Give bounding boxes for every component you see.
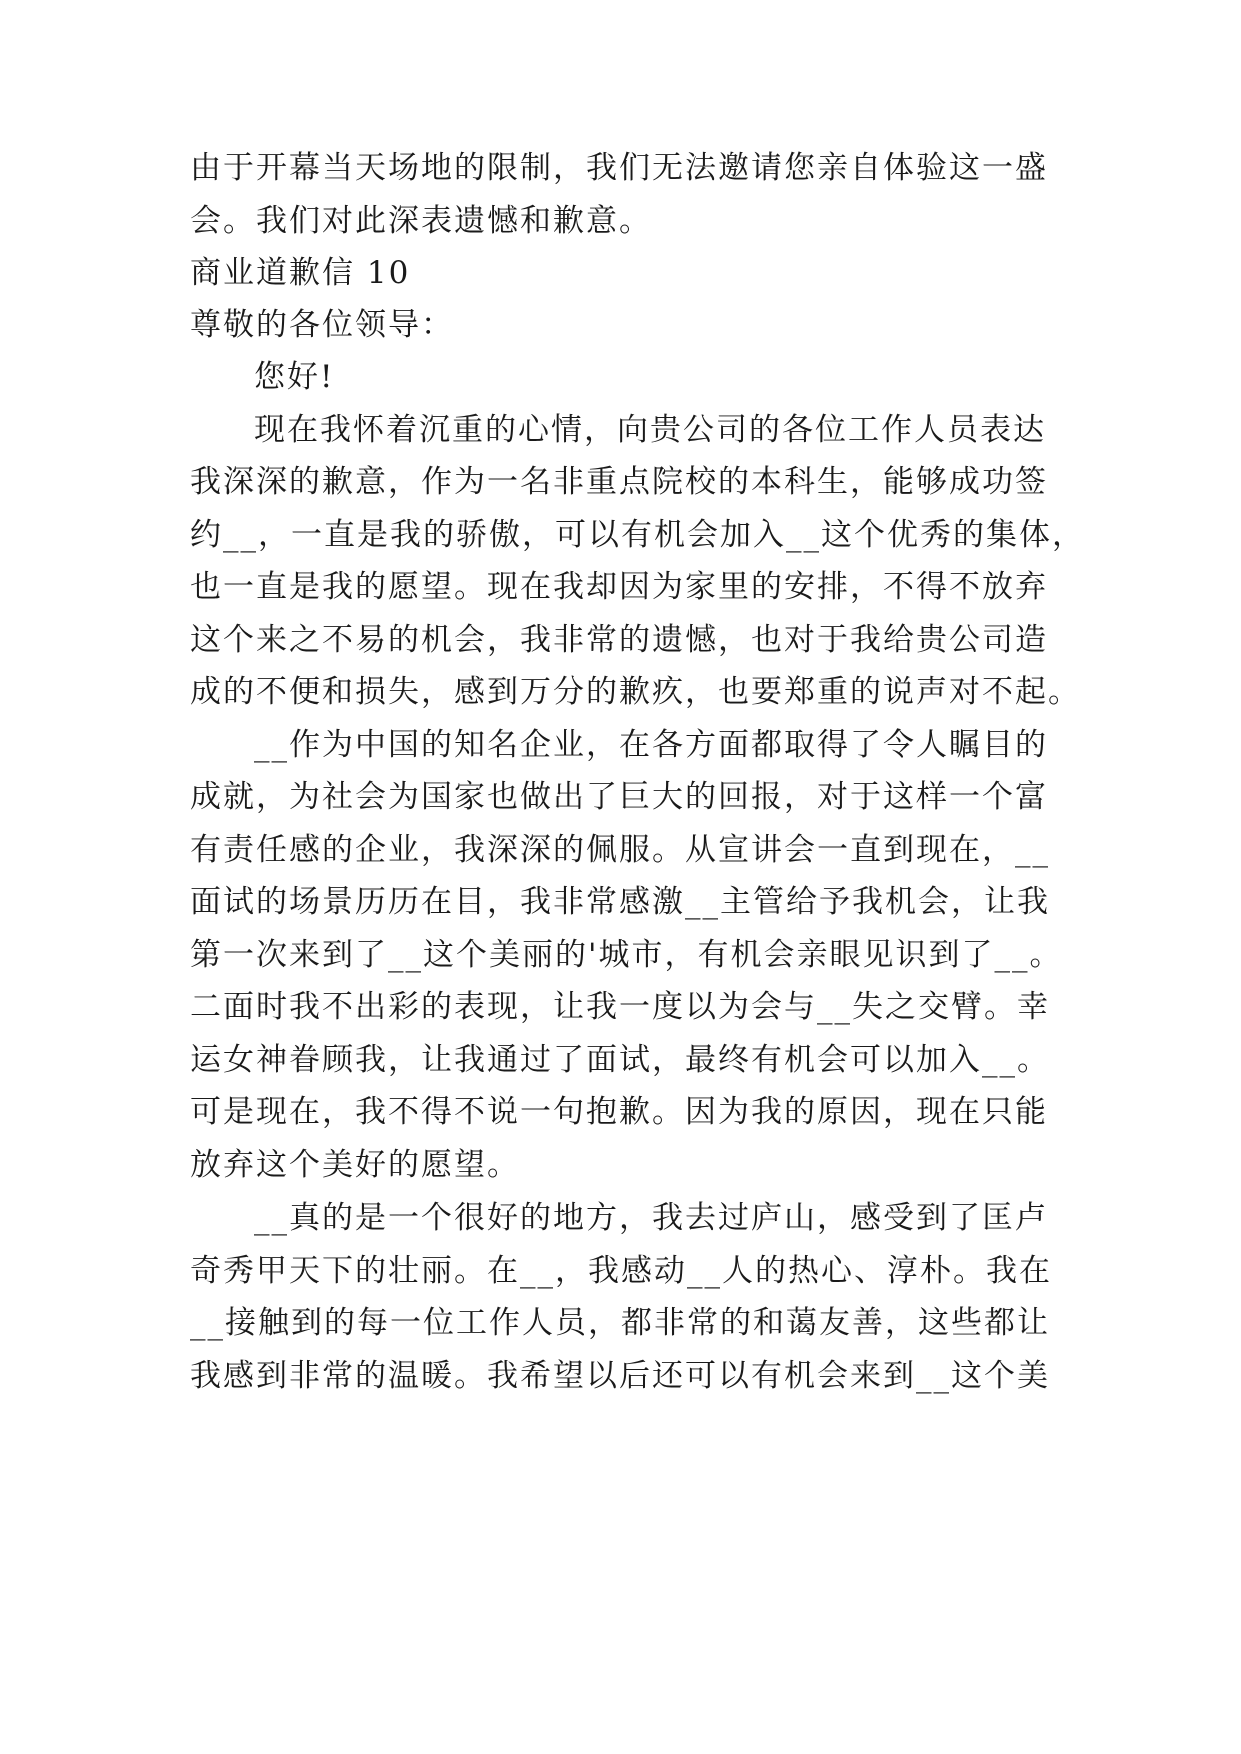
- text-line: 面试的场景历历在目，我非常感激__主管给予我机会，让我: [190, 884, 1050, 920]
- text-line: 现在我怀着沉重的心情，向贵公司的各位工作人员表达: [254, 412, 1046, 448]
- text-line: 成就，为社会为国家也做出了巨大的回报，对于这样一个富: [190, 779, 1048, 815]
- text-line: 约__，一直是我的骄傲，可以有机会加入__这个优秀的集体，: [190, 517, 1085, 553]
- text-line: 这个来之不易的机会，我非常的遗憾，也对于我给贵公司造: [190, 622, 1048, 658]
- greeting: 您好!: [254, 359, 335, 395]
- text-line: 运女神眷顾我，让我通过了面试，最终有机会可以加入__。: [190, 1042, 1050, 1078]
- letter-title: 商业道歉信 10: [190, 255, 411, 291]
- text-line: 有责任感的企业，我深深的佩服。从宣讲会一直到现在，__: [190, 832, 1050, 868]
- text-line: 放弃这个美好的愿望。: [190, 1147, 520, 1183]
- text-line: 会。我们对此深表遗憾和歉意。: [190, 203, 652, 239]
- text-line: __真的是一个很好的地方，我去过庐山，感受到了匡卢: [254, 1200, 1048, 1236]
- text-line: 由于开幕当天场地的限制，我们无法邀请您亲自体验这一盛: [190, 150, 1048, 186]
- text-line: __作为中国的知名企业，在各方面都取得了令人瞩目的: [254, 727, 1048, 763]
- text-line: 可是现在，我不得不说一句抱歉。因为我的原因，现在只能: [190, 1094, 1048, 1130]
- text-line: 我深深的歉意，作为一名非重点院校的本科生，能够成功签: [190, 464, 1048, 500]
- text-line: 我感到非常的温暖。我希望以后还可以有机会来到__这个美: [190, 1358, 1050, 1394]
- text-line: 第一次来到了__这个美丽的'城市，有机会亲眼见识到了__。: [190, 937, 1063, 973]
- text-line: 成的不便和损失，感到万分的歉疚，也要郑重的说声对不起。: [190, 674, 1081, 710]
- text-line: 也一直是我的愿望。现在我却因为家里的安排，不得不放弃: [190, 569, 1048, 605]
- text-line: __接触到的每一位工作人员，都非常的和蔼友善，这些都让: [190, 1305, 1050, 1341]
- salutation: 尊敬的各位领导：: [190, 307, 454, 343]
- text-line: 奇秀甲天下的壮丽。在__，我感动__人的热心、淳朴。我在: [190, 1253, 1052, 1289]
- text-line: 二面时我不出彩的表现，让我一度以为会与__失之交臂。幸: [190, 989, 1050, 1025]
